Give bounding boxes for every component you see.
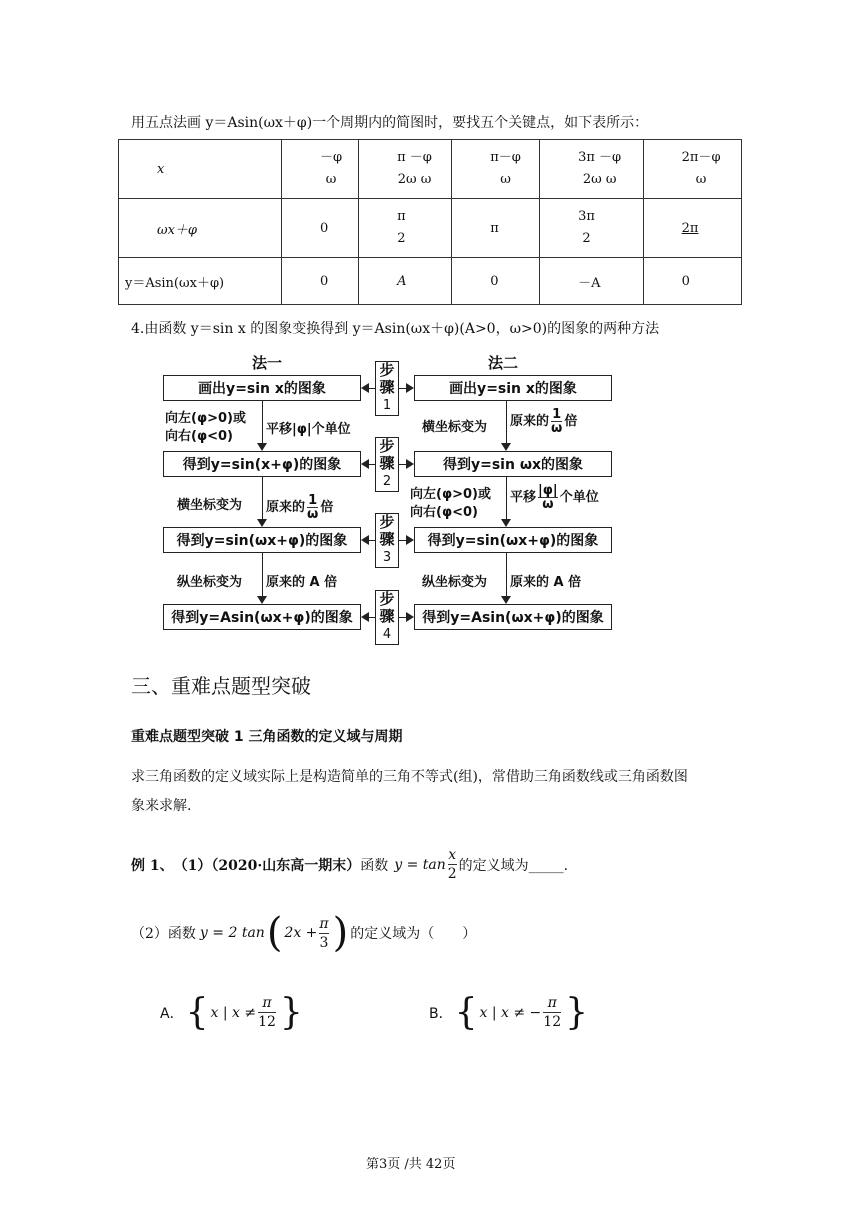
part2-prefix: （2）函数 xyxy=(131,926,196,942)
option-b[interactable] xyxy=(429,991,590,1033)
topic-title: 重难点题型突破 1 三角函数的定义域与周期 xyxy=(131,729,403,745)
formula: 2x + xyxy=(284,925,318,941)
left-transition-2b: 原来的 $\frac{1}{\omega}$ 倍 xyxy=(266,493,334,522)
table-cell: π －φ 2ω ω xyxy=(359,140,452,199)
right-transition-3a: 纵坐标变为 xyxy=(422,575,488,590)
table-cell: 3π 2 xyxy=(540,199,644,258)
step-4-box: 步 骤 4 xyxy=(375,590,399,645)
example-1-part2 xyxy=(131,910,477,956)
arrow-down-icon xyxy=(501,443,511,451)
five-point-table xyxy=(118,139,742,305)
example-text: 函数 xyxy=(360,857,389,874)
method2-title: 法二 xyxy=(488,354,519,372)
topic-text-line1: 求三角函数的定义域实际上是构造简单的三角不等式(组)，常借助三角函数线或三角函数图 xyxy=(131,769,688,785)
fraction: $\frac{\pi}{12}$ xyxy=(258,995,276,1030)
table-cell: 2π xyxy=(643,199,741,258)
step-2-box: 步 骤 2 xyxy=(375,437,399,492)
table-cell: π 2 xyxy=(359,199,452,258)
part2-suffix: 的定义域为（ ） xyxy=(350,926,477,942)
table-row xyxy=(119,258,742,305)
left-transition-1a: 向左(φ>0)或 xyxy=(165,411,246,426)
item-4-text: 4.由函数 y＝sin x 的图象变换得到 y＝Asin(ωx＋φ)(A>0，ω>0)的图象的两种方法 xyxy=(131,321,660,337)
fraction: $\frac{x}{2}$ xyxy=(447,847,457,882)
table-cell: 0 xyxy=(282,258,359,305)
row-head-x: x xyxy=(119,140,282,199)
example-source: （1）（2020·山东高一期末） xyxy=(173,857,361,874)
connector xyxy=(262,553,263,596)
formula: y = 2 tan xyxy=(199,925,265,941)
table-row xyxy=(119,140,742,199)
connector xyxy=(368,617,375,618)
brace-left: { xyxy=(185,991,209,1033)
table-cell: 3π －φ 2ω ω xyxy=(540,140,644,199)
brace-right: } xyxy=(279,991,303,1033)
table-cell: π－φ ω xyxy=(452,140,540,199)
step-1-box: 步 骤 1 xyxy=(375,361,399,416)
table-cell: 0 xyxy=(282,199,359,258)
right-box-1: 画出y=sin x的图象 xyxy=(414,375,612,401)
left-transition-3b: 原来的 A 倍 xyxy=(266,575,338,590)
table-row xyxy=(119,199,742,258)
example-label: 例 1、 xyxy=(131,857,174,874)
arrow-right-icon xyxy=(406,535,414,545)
left-transition-1c: 平移|φ|个单位 xyxy=(266,422,351,437)
section-title: 三、重难点题型突破 xyxy=(131,674,311,698)
topic-text-line2: 象来求解. xyxy=(131,798,192,814)
right-transition-1b: 原来的 $\frac{1}{\omega}$ 倍 xyxy=(510,407,578,436)
left-box-3: 得到y=sin(ωx+φ)的图象 xyxy=(163,527,361,553)
left-box-2: 得到y=sin(x+φ)的图象 xyxy=(163,451,361,477)
page-footer: 第3页 /共 42页 xyxy=(366,1157,456,1172)
connector xyxy=(262,401,263,443)
table-cell: π xyxy=(452,199,540,258)
option-a-label: A． xyxy=(160,1005,184,1022)
right-transition-2a: 向左(φ>0)或 xyxy=(410,487,491,502)
right-transition-2b: 向右(φ<0) xyxy=(410,505,478,520)
connector xyxy=(368,464,375,465)
arrow-down-icon xyxy=(501,596,511,604)
arrow-down-icon xyxy=(257,443,267,451)
arrow-left-icon xyxy=(361,383,369,393)
left-transition-2a: 横坐标变为 xyxy=(177,498,243,513)
table-cell: 0 xyxy=(643,258,741,305)
table-cell: 2π－φ ω xyxy=(643,140,741,199)
example-1-part1 xyxy=(131,846,568,883)
arrow-down-icon xyxy=(257,596,267,604)
arrow-left-icon xyxy=(361,535,369,545)
example-suffix: 的定义域为_____. xyxy=(458,857,569,874)
connector xyxy=(506,553,507,596)
option-a-text: x | x ≠ xyxy=(210,1004,257,1021)
right-box-4: 得到y=Asin(ωx+φ)的图象 xyxy=(414,604,612,630)
left-transition-1b: 向右(φ<0) xyxy=(165,429,233,444)
connector xyxy=(368,388,375,389)
fraction: $\frac{\pi}{3}$ xyxy=(319,915,329,951)
row-head-phase: ωx＋φ xyxy=(119,199,282,258)
right-transition-3b: 原来的 A 倍 xyxy=(510,575,582,590)
arrow-left-icon xyxy=(361,612,369,622)
arrow-right-icon xyxy=(406,383,414,393)
right-transition-1a: 横坐标变为 xyxy=(422,420,488,435)
connector xyxy=(262,477,263,519)
connector xyxy=(368,540,375,541)
arrow-left-icon xyxy=(361,459,369,469)
option-b-text: x | x ≠ − xyxy=(479,1004,542,1021)
left-box-4: 得到y=Asin(ωx+φ)的图象 xyxy=(163,604,361,630)
fraction: $\frac{\pi}{12}$ xyxy=(543,995,562,1030)
connector xyxy=(506,401,507,443)
arrow-right-icon xyxy=(406,612,414,622)
paren-right: ) xyxy=(332,910,349,956)
arrow-down-icon xyxy=(501,519,511,527)
table-cell: －A xyxy=(540,258,644,305)
step-3-box: 步 骤 3 xyxy=(375,513,399,568)
table-cell: A xyxy=(359,258,452,305)
option-b-label: B． xyxy=(429,1005,453,1022)
row-head-y: y＝Asin(ωx＋φ) xyxy=(119,258,282,305)
brace-right: } xyxy=(565,991,589,1033)
brace-left: { xyxy=(454,991,478,1033)
table-cell: －φ ω xyxy=(282,140,359,199)
left-transition-3a: 纵坐标变为 xyxy=(177,575,243,590)
formula: y = tan xyxy=(394,856,446,873)
left-box-1: 画出y=sin x的图象 xyxy=(163,375,361,401)
connector xyxy=(506,477,507,519)
right-box-2: 得到y=sin ωx的图象 xyxy=(414,451,612,477)
method1-title: 法一 xyxy=(252,354,283,372)
option-a[interactable] xyxy=(160,991,305,1033)
right-box-3: 得到y=sin(ωx+φ)的图象 xyxy=(414,527,612,553)
arrow-right-icon xyxy=(406,459,414,469)
right-transition-2c: 平移 $\frac{|\varphi|}{\omega}$ 个单位 xyxy=(510,483,599,512)
paren-left: ( xyxy=(266,910,283,956)
table-cell: 0 xyxy=(452,258,540,305)
intro-text: 用五点法画 y＝Asin(ωx＋φ)一个周期内的简图时，要找五个关键点，如下表所示： xyxy=(131,115,649,131)
